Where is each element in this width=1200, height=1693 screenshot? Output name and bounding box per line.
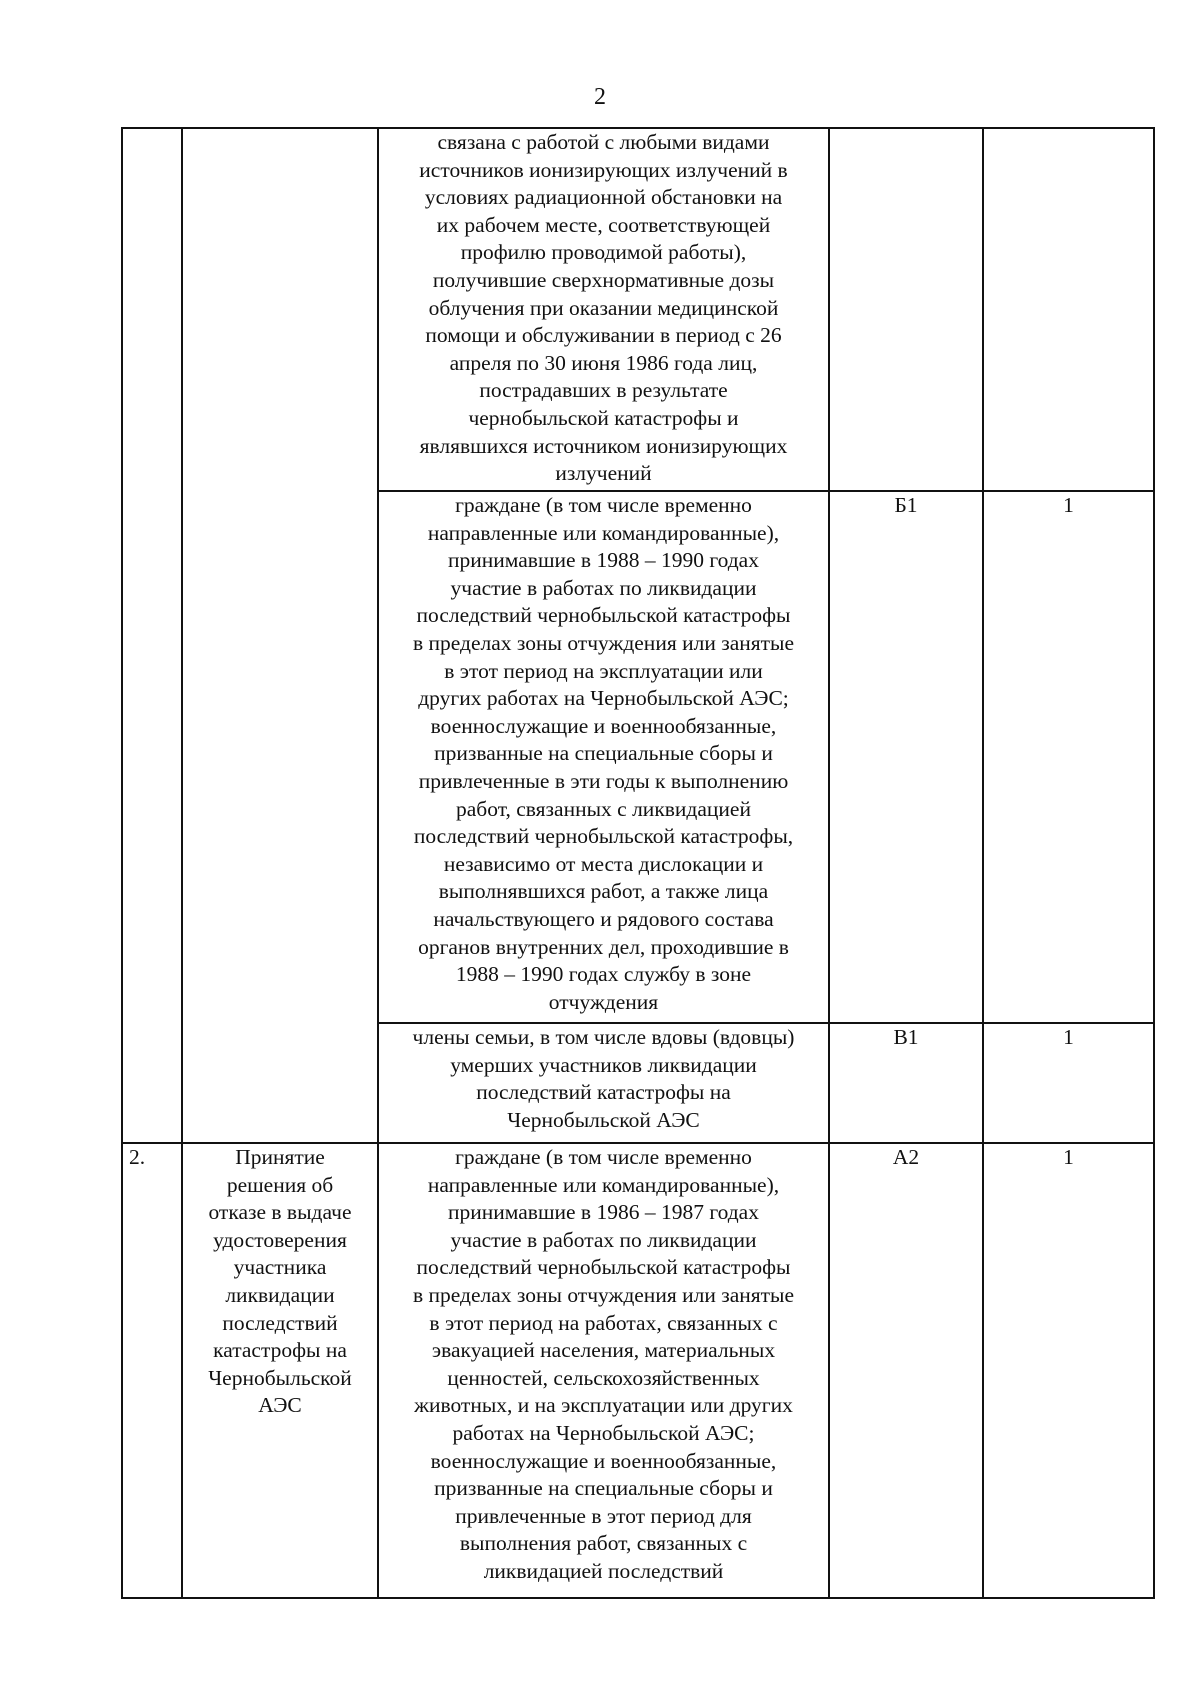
count-cell: 1 xyxy=(983,1023,1154,1143)
procedure-cell xyxy=(182,128,378,1143)
category-cell: связана с работой с любыми видами источников ионизирующих излучений в условиях радиационной обстановки на их рабочем месте, соответствующей профилю проводимой работы), получившие сверхнормативные дозы облучения при оказании медицинской помощи и обслуживании в период с 26 апреля по 30 июня 1986 года лиц, пострадавших в результате чернобыльской катастрофы и являвшихся источником ионизирующих излучений xyxy=(378,128,829,491)
table-row xyxy=(122,128,1154,491)
row-number-cell: 2. xyxy=(122,1143,182,1598)
category-cell: граждане (в том числе временно направленные или командированные), принимавшие в 1986 – 1987 годах участие в работах по ликвидации последствий чернобыльской катастрофы в пределах зоны отчуждения или занятые в этот период на работах, связанных с эвакуацией населения, материальных ценностей, сельскохозяйственных животных, и на эксплуатации или других работах на Чернобыльской АЭС; военнослужащие и военнообязанные, призванные на специальные сборы и привлеченные в этот период для выполнения работ, связанных с ликвидацией последствий xyxy=(378,1143,829,1598)
count-cell: 1 xyxy=(983,491,1154,1023)
category-cell: граждане (в том числе временно направленные или командированные), принимавшие в 1988 – 1990 годах участие в работах по ликвидации последствий чернобыльской катастрофы в пределах зоны отчуждения или занятые в этот период на эксплуатации или других работах на Чернобыльской АЭС; военнослужащие и военнообязанные, призванные на специальные сборы и привлеченные в эти годы к выполнению работ, связанных с ликвидацией последствий чернобыльской катастрофы, независимо от места дислокации и выполнявшихся работ, а также лица начальствующего и рядового состава органов внутренних дел, проходившие в 1988 – 1990 годах службу в зоне отчуждения xyxy=(378,491,829,1023)
procedure-cell: Принятие решения об отказе в выдаче удостоверения участника ликвидации последствий катастрофы на Чернобыльской АЭС xyxy=(182,1143,378,1598)
count-cell xyxy=(983,128,1154,491)
code-cell: А2 xyxy=(829,1143,983,1598)
count-cell: 1 xyxy=(983,1143,1154,1598)
page-number: 2 xyxy=(594,84,606,110)
benefits-table xyxy=(121,127,1155,1599)
row-number-cell xyxy=(122,128,182,1143)
code-cell: В1 xyxy=(829,1023,983,1143)
table-row xyxy=(122,1143,1154,1598)
code-cell: Б1 xyxy=(829,491,983,1023)
category-cell: члены семьи, в том числе вдовы (вдовцы) умерших участников ликвидации последствий катастрофы на Чернобыльской АЭС xyxy=(378,1023,829,1143)
code-cell xyxy=(829,128,983,491)
